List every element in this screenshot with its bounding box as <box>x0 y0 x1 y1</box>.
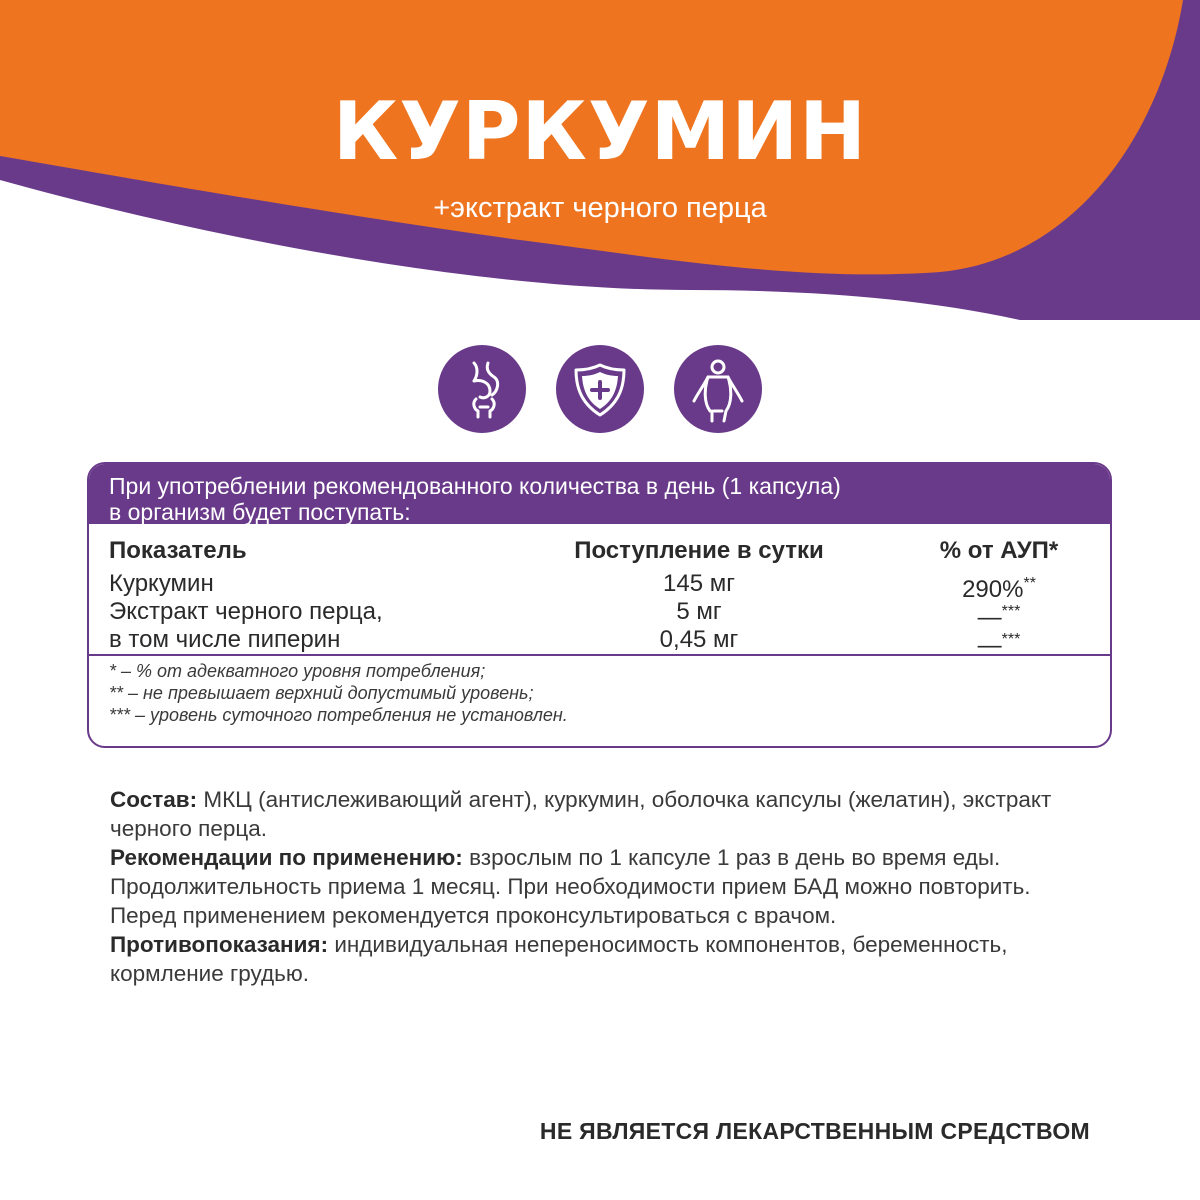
product-description <box>110 785 1100 988</box>
joint-icon <box>438 345 526 433</box>
footnote: * – % от адекватного уровня потребления; <box>109 661 486 681</box>
percent-value: — <box>977 632 1002 659</box>
nutrition-table <box>89 524 1110 659</box>
disclaimer: НЕ ЯВЛЯЕТСЯ ЛЕКАРСТВЕННЫМ СРЕДСТВОМ <box>539 1118 1090 1144</box>
row-name: в том числе пиперин <box>109 626 341 653</box>
percent-footnote-mark: ** <box>1023 575 1036 592</box>
column-header-percent: % от АУП* <box>939 537 1059 564</box>
nutrition-info-box <box>87 462 1112 748</box>
row-amount: 5 мг <box>676 598 722 625</box>
percent-value: — <box>977 604 1002 631</box>
usage-text: взрослым по 1 капсуле 1 раз в день во время еды. Продолжительность приема 1 месяц. При необходимости прием БАД можно повторить. Перед применением рекомендуется проконсультироваться с врачом. <box>110 845 1031 928</box>
footnote: ** – не превышает верхний допустимый уровень; <box>109 683 534 703</box>
info-intro-line1: При употреблении рекомендованного количества в день (1 капсула) <box>109 473 841 499</box>
info-intro-line2: в организм будет поступать: <box>109 499 411 525</box>
contraindications-paragraph <box>110 930 1100 988</box>
benefit-icons <box>0 345 1200 435</box>
product-title: КУРКУМИН <box>332 85 868 178</box>
person-icon <box>674 345 762 433</box>
product-subtitle: +экстракт черного перца <box>433 192 767 224</box>
column-header-daily-intake: Поступление в сутки <box>574 537 824 564</box>
usage-paragraph <box>110 843 1100 930</box>
footnote: *** – уровень суточного потребления не установлен. <box>109 705 568 725</box>
contraindications-text: индивидуальная непереносимость компонентов, беременность, кормление грудью. <box>110 932 1008 986</box>
composition-label: Состав: <box>110 787 198 812</box>
row-name: Куркумин <box>109 570 214 597</box>
info-intro <box>89 464 1110 524</box>
percent-value: 290% <box>962 576 1024 603</box>
usage-label: Рекомендации по применению: <box>110 845 463 870</box>
row-name: Экстракт черного перца, <box>109 598 383 625</box>
row-percent <box>909 626 1089 660</box>
row-amount: 0,45 мг <box>659 626 739 653</box>
row-amount: 145 мг <box>663 570 735 597</box>
percent-footnote-mark: *** <box>1001 631 1021 648</box>
composition-text: МКЦ (антислеживающий агент), куркумин, оболочка капсулы (желатин), экстракт черного перца. <box>110 787 1052 841</box>
column-header-indicator: Показатель <box>109 537 247 564</box>
composition-paragraph <box>110 785 1100 843</box>
footnotes <box>89 656 1110 730</box>
shield-cross-icon <box>556 345 644 433</box>
contraindications-label: Противопоказания: <box>110 932 329 957</box>
percent-footnote-mark: *** <box>1001 603 1021 620</box>
